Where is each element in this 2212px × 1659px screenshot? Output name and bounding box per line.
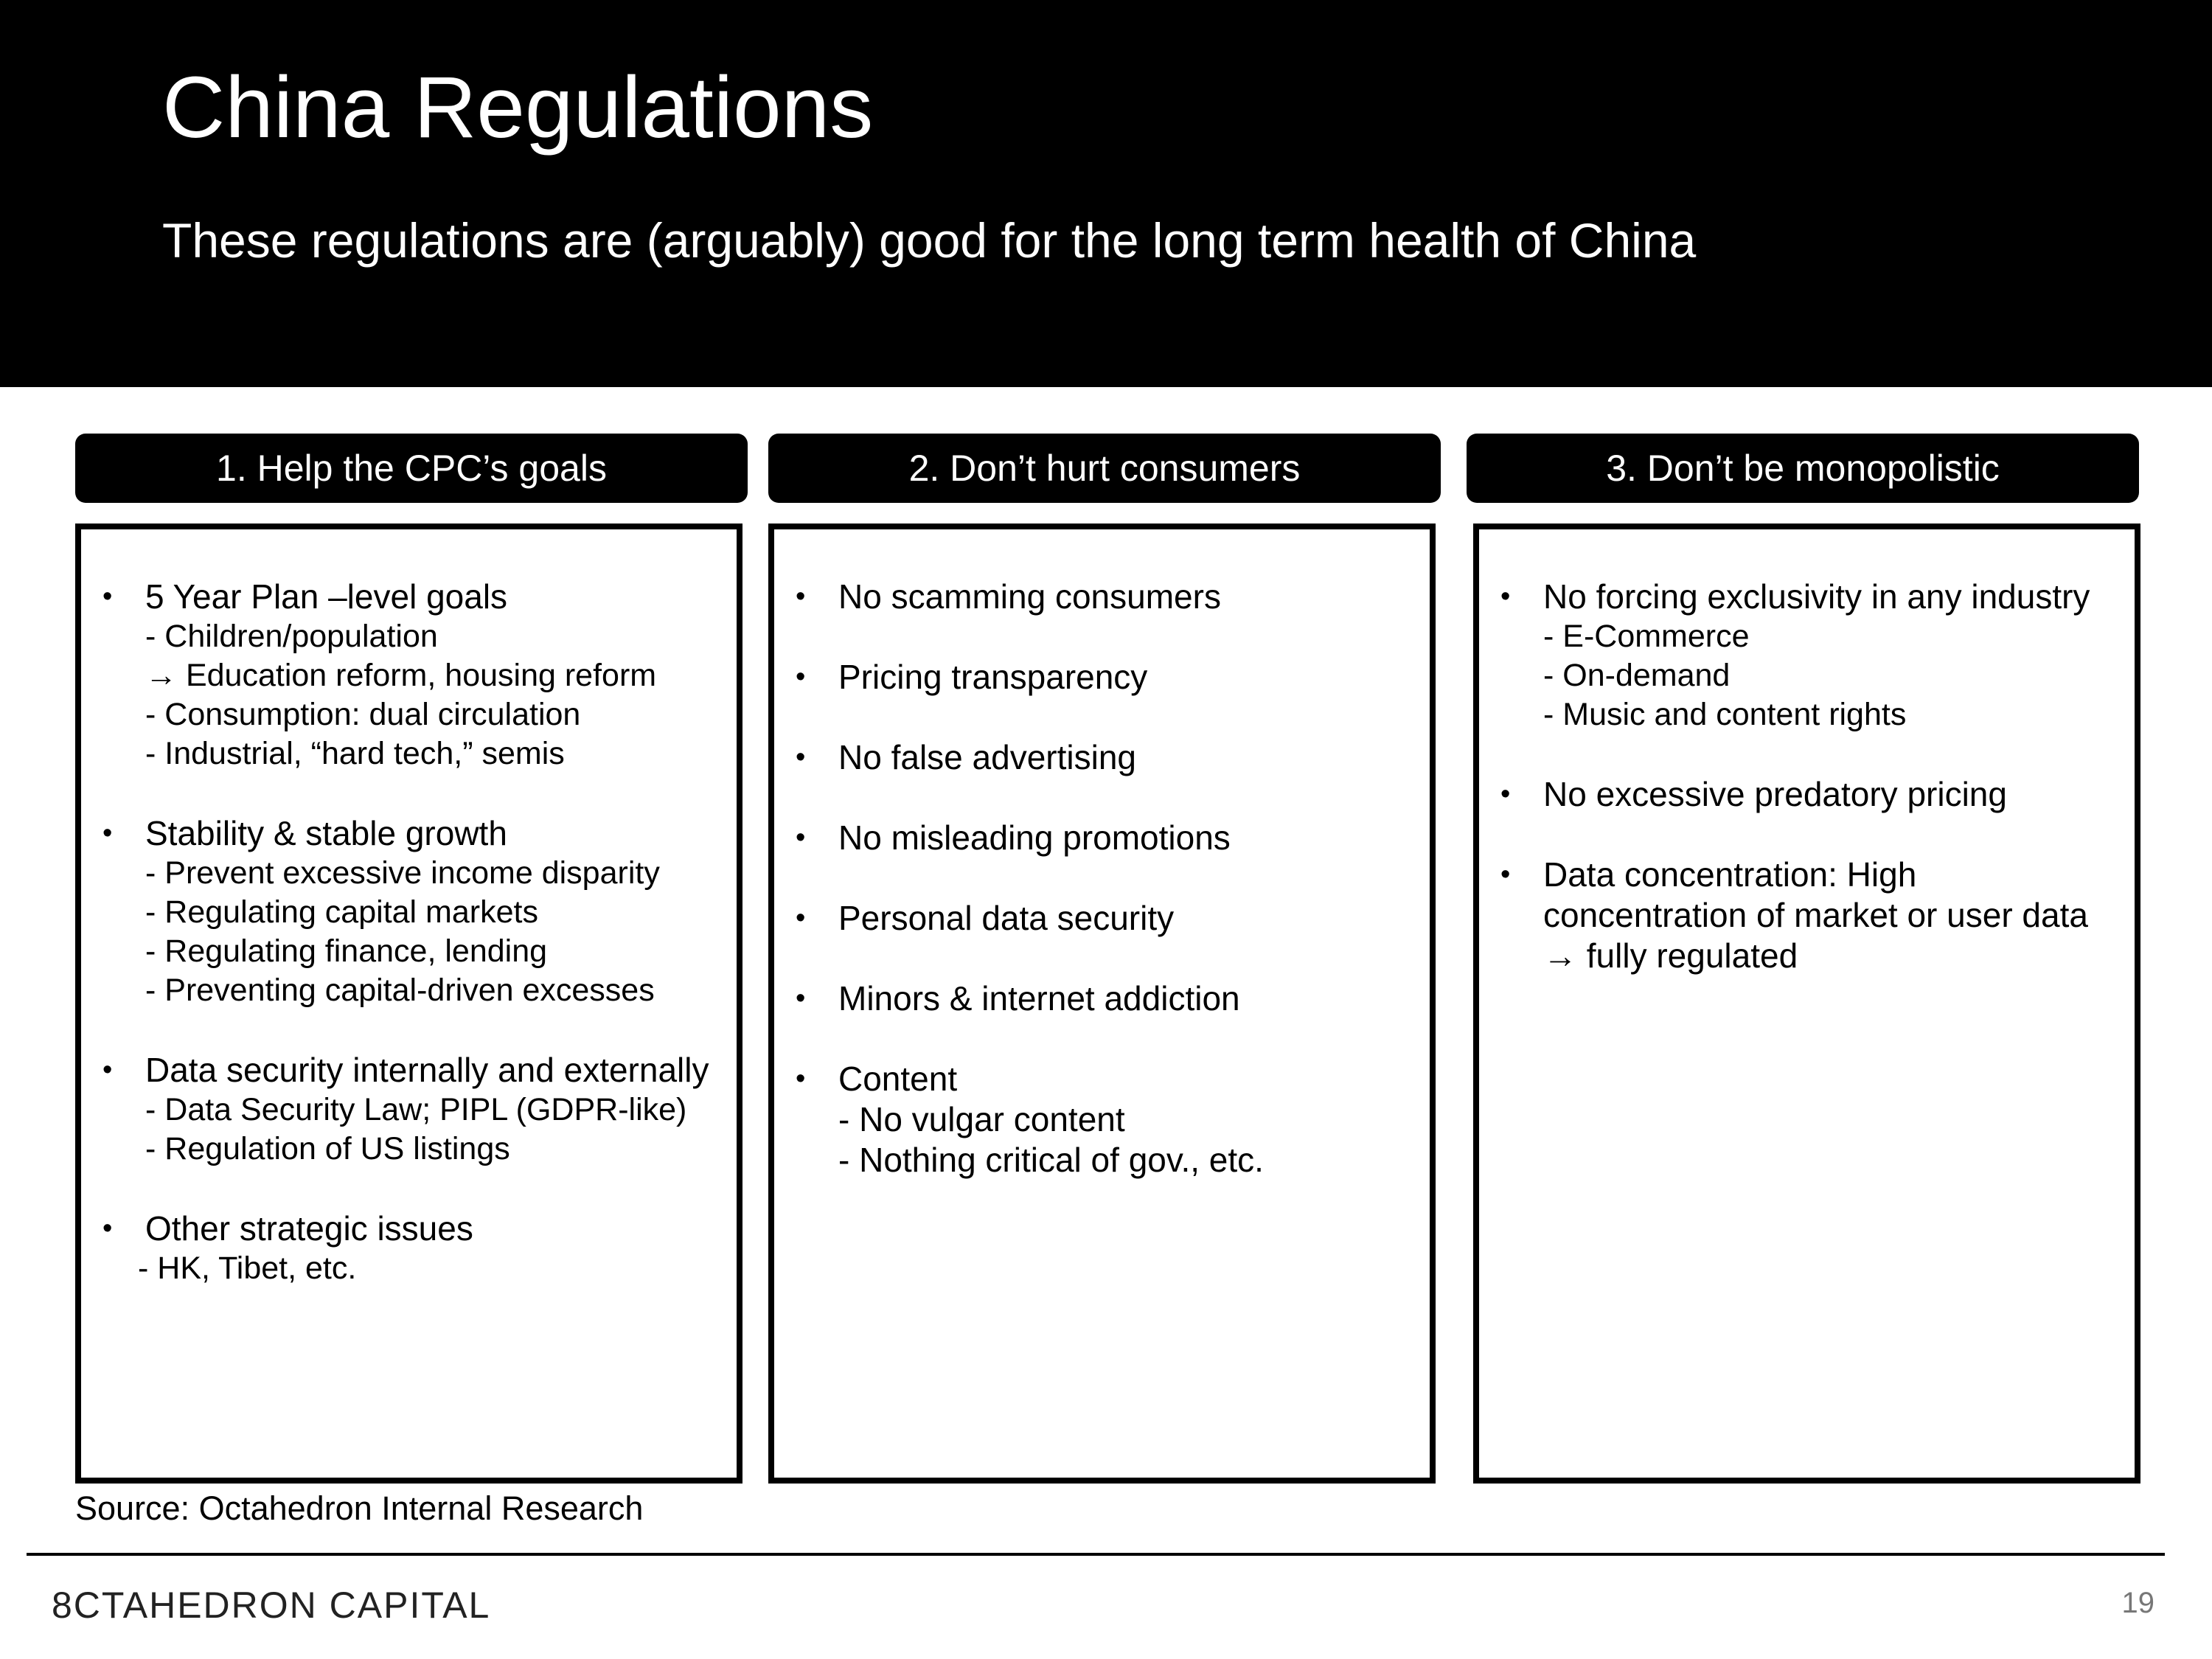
list-item [793,657,1421,698]
list-item [793,898,1421,939]
sub-item: - No vulgar content [838,1100,1125,1138]
column-3-list [1498,577,2126,1016]
bullet-text: No scamming consumers [838,577,1221,616]
list-item [793,978,1421,1019]
sub-item: - Regulation of US listings [145,1131,510,1166]
list-item [793,1059,1421,1180]
column-3-box [1473,524,2140,1484]
bullet-icon: • [796,581,806,612]
bullet-icon: • [796,902,806,933]
sub-item: - Regulating finance, lending [145,933,548,969]
list-item [1498,855,2126,976]
bullet-text: 5 Year Plan –level goals [145,577,508,616]
bullet-icon: • [102,1213,113,1244]
column-2-heading: 2. Don’t hurt consumers [768,434,1441,503]
bullet-icon: • [102,581,113,612]
company-logo: 8CTAHEDRON CAPITAL [52,1585,491,1626]
slide-title: China Regulations [162,59,874,156]
column-2-box [768,524,1436,1484]
sub-item: - Consumption: dual circulation [145,697,581,732]
list-item [793,737,1421,778]
bullet-text: No false advertising [838,738,1136,776]
column-1-list [100,577,728,1328]
sub-item: - HK, Tibet, etc. [138,1251,357,1286]
column-1-heading: 1. Help the CPC’s goals [75,434,748,503]
sub-item: - Music and content rights [1543,697,1907,732]
footer-divider [27,1553,2165,1556]
sub-item: → Education reform, housing reform [145,658,657,693]
bullet-icon: • [1500,581,1511,612]
column-1-box [75,524,742,1484]
bullet-text: No forcing exclusivity in any industry [1543,577,2090,616]
list-item [100,1050,728,1169]
list-item [100,1208,728,1288]
sub-item: - On-demand [1543,658,1731,693]
bullet-text: Data security internally and externally [145,1051,709,1089]
bullet-text: Personal data security [838,899,1175,937]
bullet-text: Content [838,1060,958,1098]
column-3-heading: 3. Don’t be monopolistic [1467,434,2139,503]
bullet-text: No excessive predatory pricing [1543,775,2007,813]
slide-subtitle: These regulations are (arguably) good for the long term health of China [162,213,1697,268]
sub-item: - Industrial, “hard tech,” semis [145,736,565,771]
list-item [100,577,728,773]
list-item [1498,577,2126,734]
bullet-text: Stability & stable growth [145,814,507,852]
sub-item: - E-Commerce [1543,619,1750,654]
bullet-icon: • [102,818,113,849]
list-item [1498,774,2126,815]
bullet-icon: • [1500,859,1511,890]
sub-item: - Preventing capital-driven excesses [145,973,655,1008]
sub-item: - Children/population [145,619,438,654]
bullet-text: Data concentration: High [1543,855,1917,894]
bullet-text: Pricing transparency [838,658,1148,696]
bullet-icon: • [1500,779,1511,810]
bullet-icon: • [102,1054,113,1085]
bullet-icon: • [796,1063,806,1094]
sub-item: → fully regulated [1543,936,1798,975]
sub-item: concentration of market or user data [1543,896,2088,934]
list-item [100,813,728,1010]
column-2-list [793,577,1421,1220]
bullet-icon: • [796,661,806,692]
header-band [0,0,2212,387]
bullet-icon: • [796,983,806,1014]
bullet-icon: • [796,822,806,853]
bullet-text: Minors & internet addiction [838,979,1240,1018]
sub-item: - Regulating capital markets [145,894,538,930]
sub-item: - Data Security Law; PIPL (GDPR-like) [145,1092,687,1127]
bullet-text: No misleading promotions [838,818,1231,857]
bullet-icon: • [796,742,806,773]
sub-item: - Prevent excessive income disparity [145,855,660,891]
sub-item: - Nothing critical of gov., etc. [838,1141,1264,1179]
list-item [793,577,1421,617]
list-item [793,818,1421,858]
source-note: Source: Octahedron Internal Research [75,1489,644,1527]
page-number: 19 [2121,1587,2154,1619]
bullet-text: Other strategic issues [145,1209,473,1248]
